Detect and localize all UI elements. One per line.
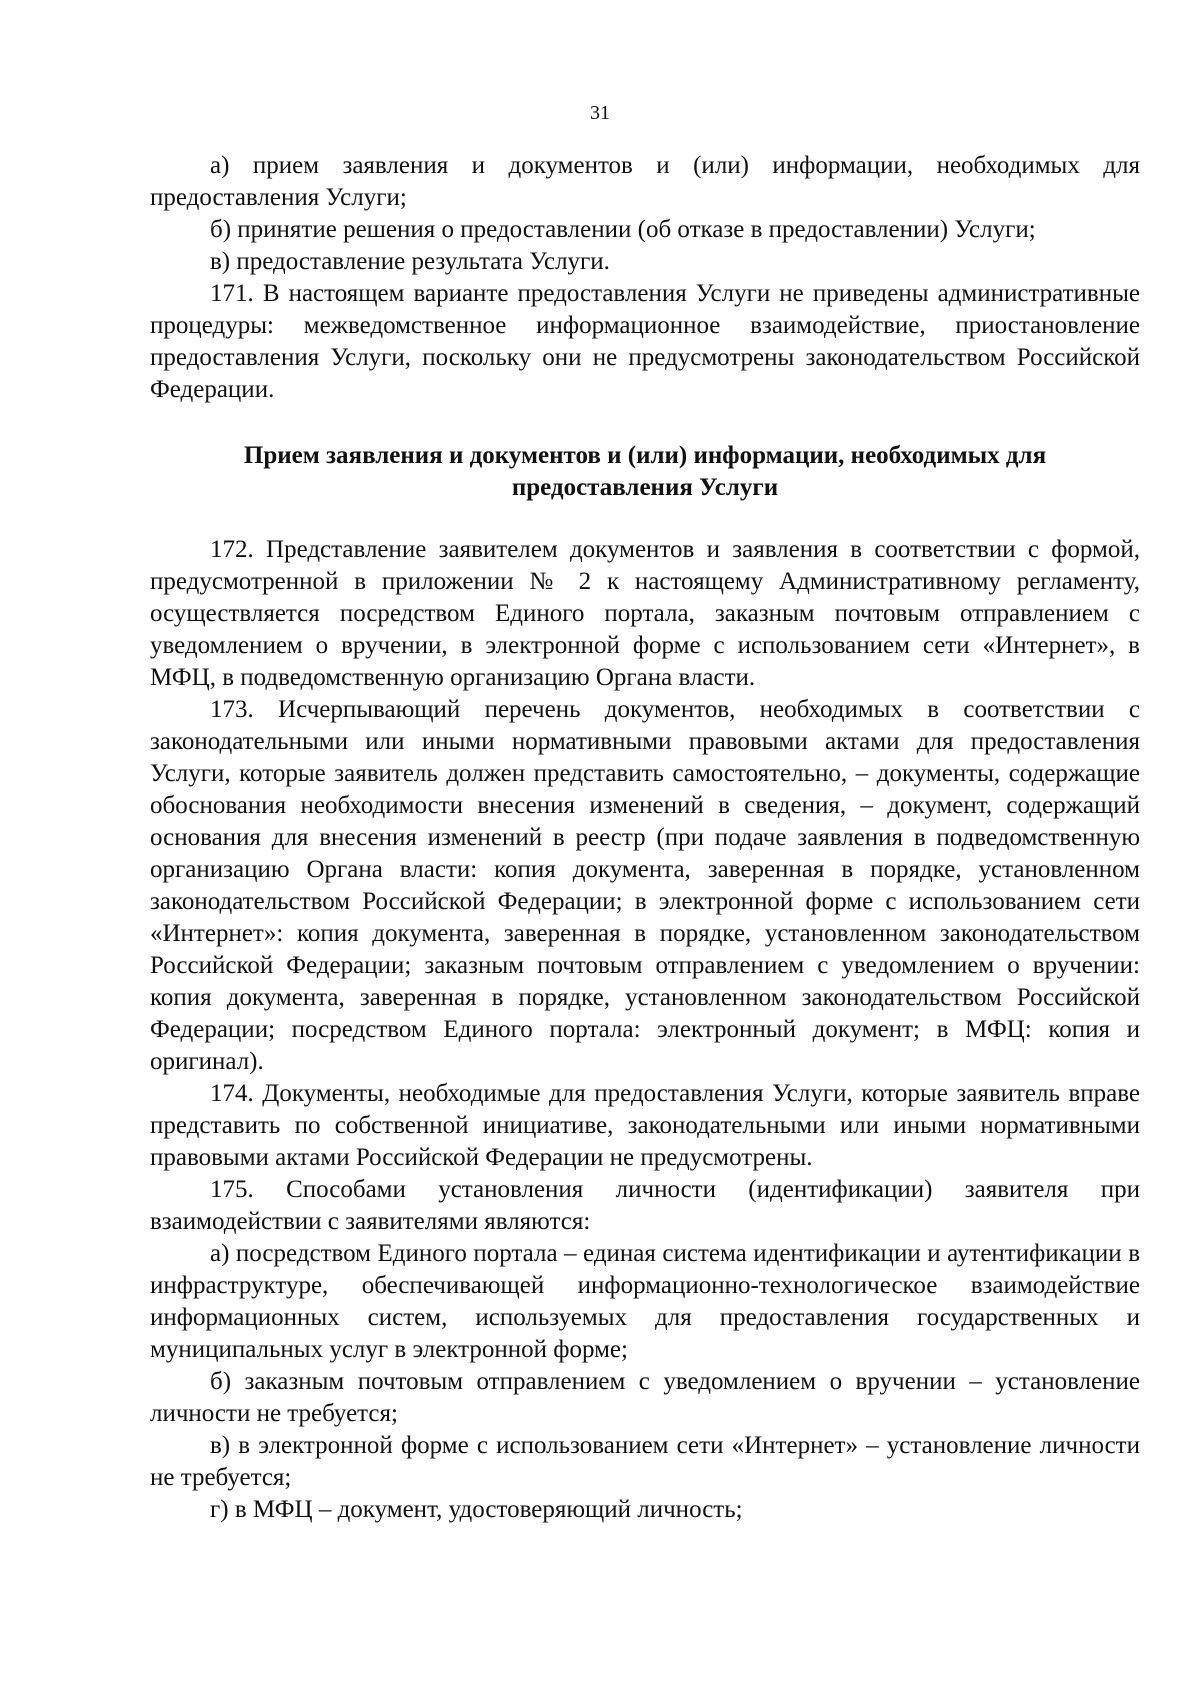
list-item-c-internet: в) в электронной форме с использованием сети «Интернет» – установление личности не требуется; xyxy=(150,1432,1140,1491)
page-number: 31 xyxy=(590,102,610,124)
list-item-b-registered-mail: б) заказным почтовым отправлением с уведомлением о вручении – установление личности не требуется; xyxy=(150,1368,1140,1427)
paragraph-171: 171. В настоящем варианте предоставления Услуги не приведены административные процедуры: межведомственное информационное взаимодействие, приостановление предоставления Услуги, поскольку они не предусмотрены законодательством Российской Федерации. xyxy=(150,280,1140,403)
paragraph-174: 174. Документы, необходимые для предоставления Услуги, которые заявитель вправе представить по собственной инициативе, законодательными или иными нормативными правовыми актами Российской Федерации не предусмотрены. xyxy=(150,1080,1140,1171)
paragraph-175: 175. Способами установления личности (идентификации) заявителя при взаимодействии с заявителями являются: xyxy=(150,1176,1140,1235)
list-item-b-decision: б) принятие решения о предоставлении (об отказе в предоставлении) Услуги; xyxy=(210,216,1036,243)
document-body xyxy=(150,150,1140,1526)
paragraph-173: 173. Исчерпывающий перечень документов, необходимых в соответствии с законодательными или иными нормативными правовыми актами для предоставления Услуги, которые заявитель должен представить самостоятельно, – документы, содержащие обоснования необходимости внесения изменений в сведения, – документ, содержащий основания для внесения изменений в реестр (при подаче заявления в подведомственную организацию Органа власти: копия документа, заверенная в порядке, установленном законодательством Российской Федерации; в электронной форме с использованием сети «Интернет»: копия документа, заверенная в порядке, установленном законодательством Российской Федерации; заказным почтовым отправлением с уведомлением о вручении: копия документа, заверенная в порядке, установленном законодательством Российской Федерации; посредством Единого портала: электронный документ; в МФЦ: копия и оригинал). xyxy=(150,696,1140,1075)
list-item-c-result: в) предоставление результата Услуги. xyxy=(210,248,610,275)
list-item-a-unified-portal: а) посредством Единого портала – единая система идентификации и аутентификации в инфраструктуре, обеспечивающей информационно-технологическое взаимодействие информационных систем, используемых для предоставления государственных и муниципальных услуг в электронной форме; xyxy=(150,1240,1140,1363)
list-item-a-receipt: а) прием заявления и документов и (или) информации, необходимых для предоставления Услуги; xyxy=(150,152,1140,211)
paragraph-172: 172. Представление заявителем документов и заявления в соответствии с формой, предусмотренной в приложении № 2 к настоящему Административному регламенту, осуществляется посредством Единого портала, заказным почтовым отправлением с уведомлением о вручении, в электронной форме с использованием сети «Интернет», в МФЦ, в подведомственную организацию Органа власти. xyxy=(150,536,1140,691)
list-item-d-mfc: г) в МФЦ – документ, удостоверяющий личность; xyxy=(210,1496,743,1523)
section-heading: Прием заявления и документов и (или) информации, необходимых для предоставления Услуги xyxy=(243,442,1047,501)
